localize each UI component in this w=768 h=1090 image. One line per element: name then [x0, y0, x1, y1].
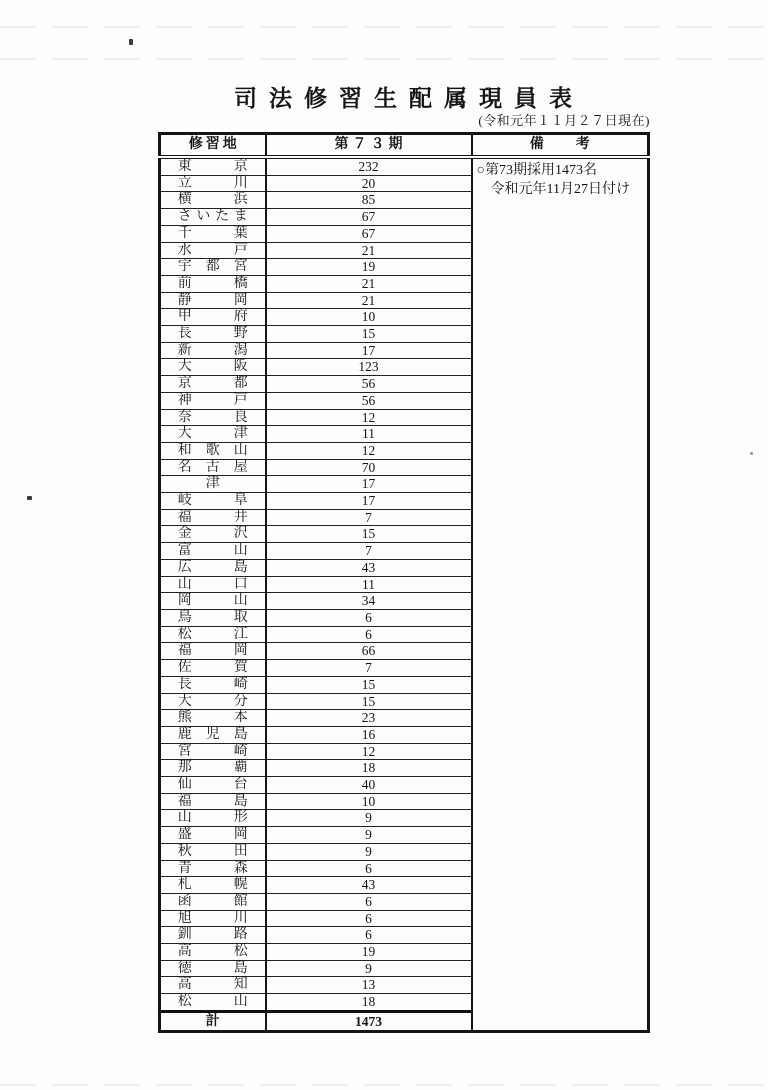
location-cell: 長 崎	[160, 676, 266, 693]
count-cell: 23	[266, 710, 472, 727]
count-cell: 17	[266, 476, 472, 493]
location-cell: 大 阪	[160, 359, 266, 376]
count-cell: 7	[266, 660, 472, 677]
remarks-cell	[472, 157, 649, 1032]
count-cell: 18	[266, 760, 472, 777]
location-cell: 甲 府	[160, 309, 266, 326]
location-cell: 熊 本	[160, 710, 266, 727]
location-cell: 高 知	[160, 977, 266, 994]
location-cell: 水 戸	[160, 242, 266, 259]
location-cell: 宮 崎	[160, 743, 266, 760]
location-cell: 新 潟	[160, 342, 266, 359]
count-cell: 70	[266, 459, 472, 476]
location-cell: 佐 賀	[160, 660, 266, 677]
location-cell: 広 島	[160, 559, 266, 576]
scan-speck	[27, 496, 32, 500]
count-cell: 43	[266, 559, 472, 576]
location-cell: 松 江	[160, 626, 266, 643]
location-cell: 横 浜	[160, 192, 266, 209]
count-cell: 13	[266, 977, 472, 994]
remarks-line: 令和元年11月27日付け	[490, 182, 630, 197]
count-cell: 19	[266, 944, 472, 961]
page-title: 司法修習生配属現員表	[234, 86, 584, 111]
count-cell: 15	[266, 693, 472, 710]
count-cell: 9	[266, 827, 472, 844]
location-cell: 名 古 屋	[160, 459, 266, 476]
location-cell: 札 幌	[160, 877, 266, 894]
count-cell: 12	[266, 743, 472, 760]
count-cell: 56	[266, 376, 472, 393]
location-cell: 秋 田	[160, 843, 266, 860]
col-header-remarks-label: 備 考	[529, 137, 590, 152]
header-row	[160, 134, 649, 158]
location-cell: 富 山	[160, 543, 266, 560]
total-label-cell: 計	[160, 1011, 266, 1032]
location-cell: 山 形	[160, 810, 266, 827]
count-cell: 21	[266, 292, 472, 309]
table-row	[160, 157, 649, 175]
count-cell: 11	[266, 426, 472, 443]
location-cell: 津	[160, 476, 266, 493]
table-body	[160, 157, 649, 1032]
location-cell: 長 野	[160, 326, 266, 343]
count-cell: 66	[266, 643, 472, 660]
location-cell: 立 川	[160, 175, 266, 192]
count-cell: 85	[266, 192, 472, 209]
count-cell: 10	[266, 793, 472, 810]
location-cell: 釧 路	[160, 927, 266, 944]
count-cell: 19	[266, 259, 472, 276]
count-cell: 15	[266, 326, 472, 343]
location-cell: 宇 都 宮	[160, 259, 266, 276]
scan-speck	[750, 452, 753, 455]
location-cell: 金 沢	[160, 526, 266, 543]
location-cell: さ い た ま	[160, 209, 266, 226]
location-cell: 松 山	[160, 994, 266, 1012]
location-cell: 前 橋	[160, 275, 266, 292]
location-cell: 山 口	[160, 576, 266, 593]
location-cell: 高 松	[160, 944, 266, 961]
count-cell: 40	[266, 777, 472, 794]
count-cell: 20	[266, 175, 472, 192]
count-cell: 6	[266, 860, 472, 877]
count-cell: 232	[266, 157, 472, 175]
count-cell: 21	[266, 275, 472, 292]
count-cell: 17	[266, 342, 472, 359]
location-cell: 和 歌 山	[160, 442, 266, 459]
col-header-term: 第７３期	[266, 134, 472, 158]
scan-speck	[129, 39, 133, 45]
location-cell: 福 井	[160, 509, 266, 526]
location-cell: 京 都	[160, 376, 266, 393]
count-cell: 7	[266, 543, 472, 560]
remarks-line: ○第73期採用1473名	[476, 163, 597, 178]
location-cell: 千 葉	[160, 225, 266, 242]
count-cell: 6	[266, 626, 472, 643]
location-cell: 岐 阜	[160, 493, 266, 510]
count-cell: 34	[266, 593, 472, 610]
count-cell: 43	[266, 877, 472, 894]
location-cell: 静 岡	[160, 292, 266, 309]
count-cell: 56	[266, 392, 472, 409]
location-cell: 青 森	[160, 860, 266, 877]
location-cell: 奈 良	[160, 409, 266, 426]
count-cell: 9	[266, 843, 472, 860]
total-count-cell: 1473	[266, 1011, 472, 1032]
location-cell: 神 戸	[160, 392, 266, 409]
location-cell: 仙 台	[160, 777, 266, 794]
count-cell: 123	[266, 359, 472, 376]
location-cell: 福 島	[160, 793, 266, 810]
count-cell: 67	[266, 209, 472, 226]
location-cell: 函 館	[160, 893, 266, 910]
location-cell: 福 岡	[160, 643, 266, 660]
location-cell: 東 京	[160, 157, 266, 175]
location-cell: 鹿 児 島	[160, 726, 266, 743]
count-cell: 7	[266, 509, 472, 526]
count-cell: 6	[266, 893, 472, 910]
count-cell: 12	[266, 442, 472, 459]
count-cell: 67	[266, 225, 472, 242]
count-cell: 15	[266, 526, 472, 543]
count-cell: 11	[266, 576, 472, 593]
location-cell: 岡 山	[160, 593, 266, 610]
scan-noise-band	[0, 1084, 768, 1086]
location-cell: 鳥 取	[160, 609, 266, 626]
location-cell: 大 分	[160, 693, 266, 710]
page-subtitle: (令和元年１１月２７日現在)	[478, 113, 650, 128]
count-cell: 21	[266, 242, 472, 259]
count-cell: 18	[266, 994, 472, 1012]
location-cell: 那 覇	[160, 760, 266, 777]
col-header-remarks	[472, 134, 649, 158]
location-cell: 徳 島	[160, 960, 266, 977]
count-cell: 6	[266, 609, 472, 626]
count-cell: 9	[266, 960, 472, 977]
location-cell: 大 津	[160, 426, 266, 443]
location-cell: 盛 岡	[160, 827, 266, 844]
count-cell: 16	[266, 726, 472, 743]
count-cell: 6	[266, 927, 472, 944]
count-cell: 10	[266, 309, 472, 326]
col-header-location: 修習地	[160, 134, 266, 158]
count-cell: 12	[266, 409, 472, 426]
scan-noise-band	[0, 58, 768, 60]
location-cell: 旭 川	[160, 910, 266, 927]
count-cell: 15	[266, 676, 472, 693]
count-cell: 6	[266, 910, 472, 927]
scan-noise-band	[0, 26, 768, 28]
count-cell: 17	[266, 493, 472, 510]
count-cell: 9	[266, 810, 472, 827]
trainee-assignment-table	[158, 132, 650, 1033]
